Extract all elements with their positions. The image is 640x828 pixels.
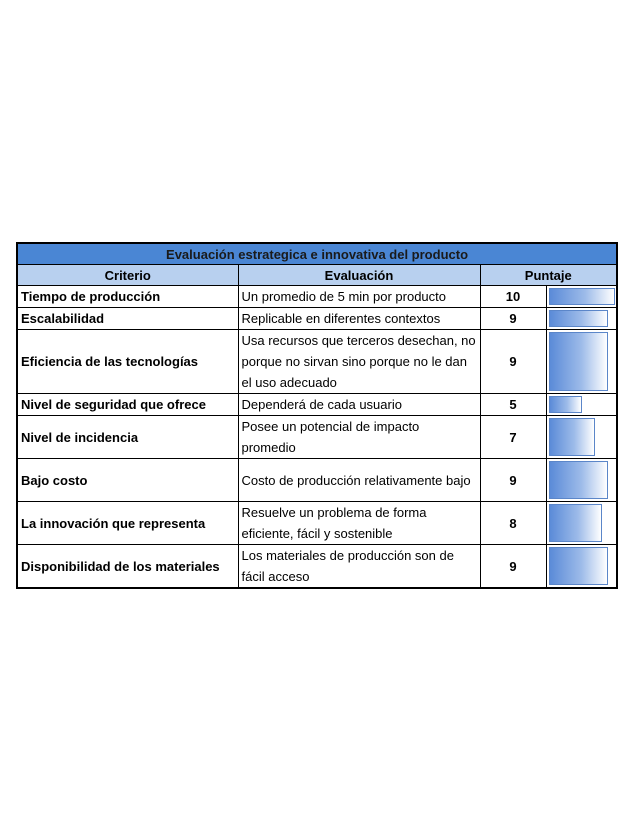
row-puntaje: 9 — [480, 330, 546, 394]
score-bar-cell — [546, 330, 617, 394]
row-evaluacion: Posee un potencial de impacto promedio — [238, 416, 480, 459]
score-bar — [549, 332, 608, 391]
table-row — [17, 308, 617, 330]
score-bar — [549, 396, 582, 413]
header-criterio: Criterio — [17, 265, 238, 286]
row-criterio: Nivel de incidencia — [17, 416, 238, 459]
row-criterio: Tiempo de producción — [17, 286, 238, 308]
row-criterio: Eficiencia de las tecnologías — [17, 330, 238, 394]
row-puntaje: 7 — [480, 416, 546, 459]
score-bar-cell — [546, 416, 617, 459]
score-bar-cell — [546, 459, 617, 502]
table-header-row — [17, 265, 617, 286]
score-bar — [549, 547, 608, 585]
score-bar — [549, 288, 615, 305]
row-puntaje: 9 — [480, 459, 546, 502]
score-bar-cell — [546, 286, 617, 308]
header-puntaje: Puntaje — [480, 265, 617, 286]
table-row — [17, 330, 617, 394]
row-puntaje: 9 — [480, 308, 546, 330]
score-bar-cell — [546, 394, 617, 416]
row-puntaje: 9 — [480, 545, 546, 589]
score-bar — [549, 461, 608, 499]
row-evaluacion: Costo de producción relativamente bajo — [238, 459, 480, 502]
table-row — [17, 545, 617, 589]
evaluation-table — [16, 242, 618, 589]
table-row — [17, 394, 617, 416]
row-puntaje: 10 — [480, 286, 546, 308]
score-bar-cell — [546, 502, 617, 545]
score-bar — [549, 504, 602, 542]
table-row — [17, 416, 617, 459]
row-puntaje: 8 — [480, 502, 546, 545]
row-criterio: Nivel de seguridad que ofrece — [17, 394, 238, 416]
row-evaluacion: Resuelve un problema de forma eficiente, fácil y sostenible — [238, 502, 480, 545]
row-criterio: Escalabilidad — [17, 308, 238, 330]
row-criterio: Disponibilidad de los materiales — [17, 545, 238, 589]
row-evaluacion: Replicable en diferentes contextos — [238, 308, 480, 330]
score-bar-cell — [546, 308, 617, 330]
header-evaluacion: Evaluación — [238, 265, 480, 286]
row-evaluacion: Usa recursos que terceros desechan, no porque no sirvan sino porque no le dan el uso adecuado — [238, 330, 480, 394]
row-criterio: Bajo costo — [17, 459, 238, 502]
row-evaluacion: Dependerá de cada usuario — [238, 394, 480, 416]
score-bar — [549, 310, 608, 327]
row-criterio: La innovación que representa — [17, 502, 238, 545]
table-title-row — [17, 243, 617, 265]
table-title: Evaluación estrategica e innovativa del producto — [17, 243, 617, 265]
score-bar-cell — [546, 545, 617, 589]
table-row — [17, 459, 617, 502]
row-evaluacion: Un promedio de 5 min por producto — [238, 286, 480, 308]
table-row — [17, 502, 617, 545]
table-row — [17, 286, 617, 308]
score-bar — [549, 418, 595, 456]
row-evaluacion: Los materiales de producción son de fácil acceso — [238, 545, 480, 589]
row-puntaje: 5 — [480, 394, 546, 416]
